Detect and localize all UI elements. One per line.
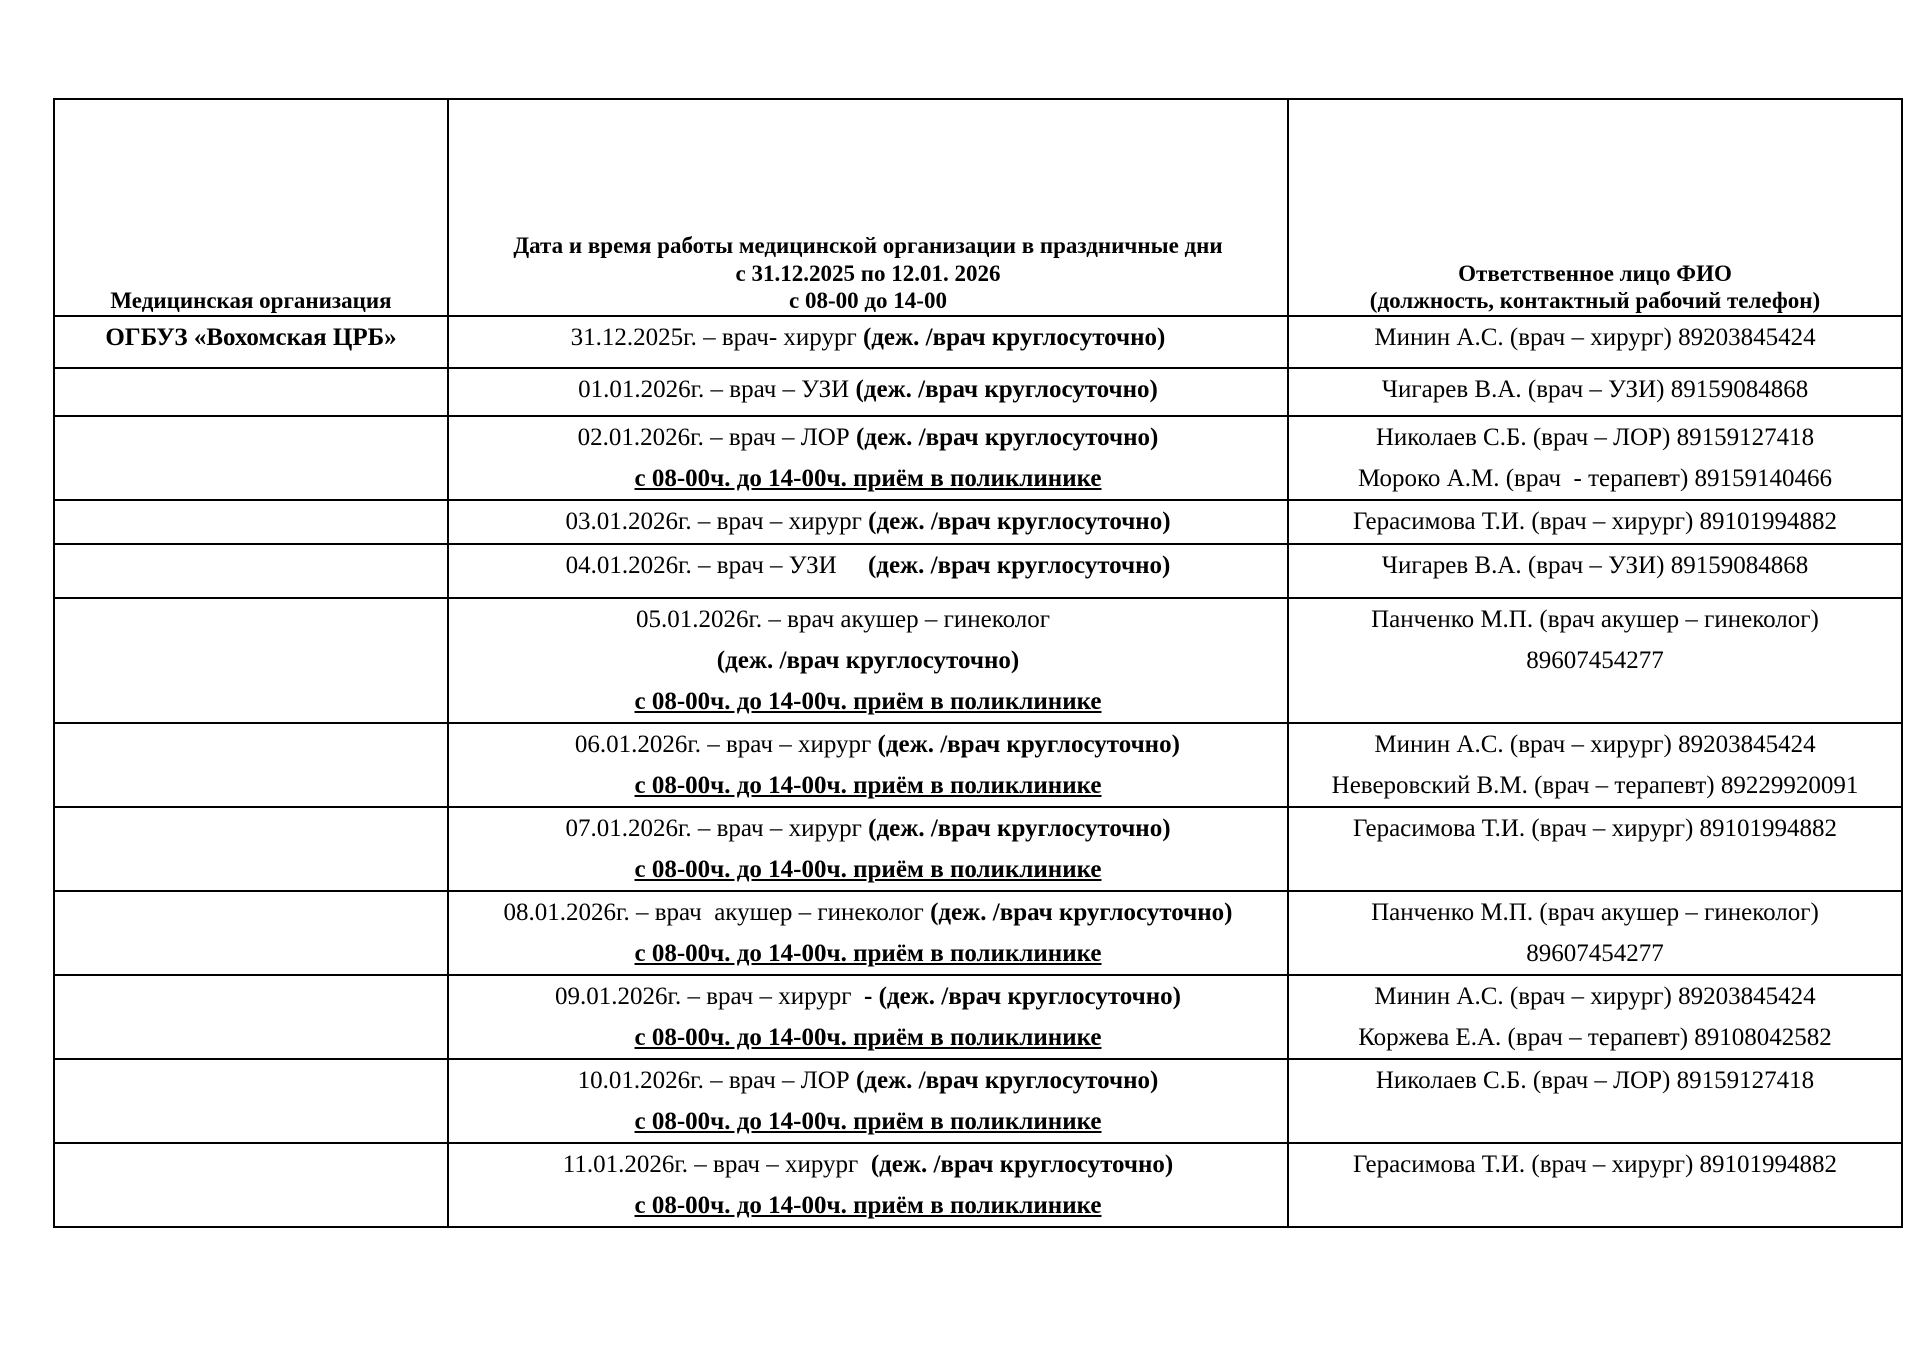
responsible-cell [1288,500,1902,544]
table-row [54,723,1902,807]
schedule-cell [448,598,1288,723]
header-schedule [448,99,1288,316]
table-header-row [54,99,1902,316]
organization-name [63,369,439,410]
header-schedule-line: с 31.12.2025 по 12.01. 2026 [735,260,1001,286]
organization-name [63,545,439,586]
organization-name [63,976,439,1017]
responsible-cell [1288,368,1902,416]
organization-name [63,1060,439,1101]
organization-cell [54,500,448,544]
schedule-date-doctor: 04.01.2026г. – врач – УЗИ [565,552,868,579]
responsible-contact: Панченко М.П. (врач акушер – гинеколог) [1371,606,1819,633]
organization-cell [54,1059,448,1143]
clinic-hours-note: с 08-00ч. до 14-00ч. приём в поликлинике [634,688,1102,715]
responsible-contact: Герасимова Т.И. (врач – хирург) 89101994882 [1352,815,1838,842]
responsible-contact: Чигарев В.А. (врач – УЗИ) 89159084868 [1381,552,1809,579]
schedule-line [457,849,1279,890]
organization-cell [54,807,448,891]
duty-note: (деж. /врач круглосуточно) [930,899,1233,926]
duty-note: (деж. /врач круглосуточно) [867,552,1171,579]
table-row [54,368,1902,416]
table-row [54,316,1902,368]
organization-cell [54,1143,448,1227]
schedule-date-doctor: 08.01.2026г. – врач акушер – гинеколог [503,899,931,926]
header-organization-text: Медицинская организация [110,288,392,314]
clinic-hours-note: с 08-00ч. до 14-00ч. приём в поликлинике [634,772,1102,799]
schedule-date-doctor: 06.01.2026г. – врач – хирург [556,731,878,758]
schedule-line [457,1144,1279,1185]
responsible-cell [1288,316,1902,368]
schedule-line [457,892,1279,933]
schedule-date-doctor: 10.01.2026г. – врач – ЛОР [577,1067,856,1094]
schedule-line [457,976,1279,1017]
table-row [54,544,1902,598]
responsible-cell [1288,723,1902,807]
schedule-date-doctor: 03.01.2026г. – врач – хирург [565,508,869,535]
schedule-cell [448,500,1288,544]
responsible-contact: Николаев С.Б. (врач – ЛОР) 89159127418 [1375,424,1815,451]
schedule-line [457,458,1279,499]
table-row [54,500,1902,544]
responsible-cell [1288,544,1902,598]
schedule-line [457,1060,1279,1101]
duty-note: (деж. /врач круглосуточно) [870,1151,1174,1178]
schedule-cell [448,723,1288,807]
responsible-cell [1288,1059,1902,1143]
responsible-cell [1288,598,1902,723]
schedule-cell [448,975,1288,1059]
responsible-contact: Неверовский В.М. (врач – терапевт) 89229920091 [1331,772,1859,799]
clinic-hours-note: с 08-00ч. до 14-00ч. приём в поликлинике [634,940,1102,967]
organization-cell [54,316,448,368]
organization-name: ОГБУЗ «Вохомская ЦРБ» [105,324,397,351]
organization-name [63,1144,439,1185]
responsible-contact: Герасимова Т.И. (врач – хирург) 89101994882 [1352,1151,1838,1178]
table-row [54,1143,1902,1227]
clinic-hours-note: с 08-00ч. до 14-00ч. приём в поликлинике [634,856,1102,883]
schedule-line [457,545,1279,586]
schedule-cell [448,1059,1288,1143]
schedule-line [457,417,1279,458]
duty-note: (деж. /врач круглосуточно) [862,324,1166,351]
organization-cell [54,891,448,975]
responsible-cell [1288,975,1902,1059]
organization-cell [54,416,448,500]
duty-note: (деж. /врач круглосуточно) [868,815,1171,842]
organization-cell [54,368,448,416]
schedule-date-doctor: 11.01.2026г. – врач – хирург [562,1151,871,1178]
schedule-line [457,369,1279,410]
organization-name [63,808,439,849]
clinic-hours-note: с 08-00ч. до 14-00ч. приём в поликлинике [634,1108,1102,1135]
schedule-cell [448,368,1288,416]
header-organization [54,99,448,316]
duty-note: (деж. /врач круглосуточно) [868,508,1171,535]
clinic-hours-note: с 08-00ч. до 14-00ч. приём в поликлинике [634,1192,1102,1219]
schedule-date-doctor: 31.12.2025г. – врач- хирург [570,324,863,351]
header-schedule-line: с 08-00 до 14-00 [789,288,947,314]
responsible-contact: Мороко А.М. (врач - терапевт) 89159140466 [1357,465,1833,492]
schedule-line [457,599,1279,640]
schedule-date-doctor: 09.01.2026г. – врач – хирург [555,983,864,1010]
responsible-contact: Чигарев В.А. (врач – УЗИ) 89159084868 [1381,376,1809,403]
header-responsible [1288,99,1902,316]
schedule-cell [448,1143,1288,1227]
organization-cell [54,544,448,598]
duty-note: (деж. /врач круглосуточно) [855,376,1158,403]
organization-name [63,599,439,640]
organization-cell [54,723,448,807]
table-body [54,316,1902,1227]
duty-note: (деж. /врач круглосуточно) [716,647,1020,674]
responsible-contact: 89607454277 [1526,647,1664,674]
table-row [54,891,1902,975]
schedule-line [457,501,1279,542]
table-row [54,1059,1902,1143]
schedule-line [457,640,1279,681]
schedule-line [457,1017,1279,1058]
organization-cell [54,975,448,1059]
header-schedule-line: Дата и время работы медицинской организации в праздничные дни [513,233,1223,259]
duty-note: (деж. /врач круглосуточно) [855,424,1159,451]
responsible-contact: Панченко М.П. (врач акушер – гинеколог) [1371,899,1819,926]
schedule-date-doctor: 05.01.2026г. – врач акушер – гинеколог [635,606,1101,633]
schedule-line [457,1185,1279,1226]
responsible-cell [1288,891,1902,975]
responsible-cell [1288,1143,1902,1227]
header-responsible-line: Ответственное лицо ФИО [1458,260,1732,286]
responsible-contact: Герасимова Т.И. (врач – хирург) 89101994882 [1352,508,1838,535]
schedule-line [457,317,1279,358]
schedule-line [457,1101,1279,1142]
responsible-contact: Минин А.С. (врач – хирург) 89203845424 [1374,324,1816,351]
responsible-contact: Николаев С.Б. (врач – ЛОР) 89159127418 [1375,1067,1815,1094]
schedule-line [457,808,1279,849]
duty-note: (деж. /врач круглосуточно) [855,1067,1159,1094]
clinic-hours-note: с 08-00ч. до 14-00ч. приём в поликлинике [634,465,1102,492]
schedule-cell [448,416,1288,500]
duty-note: - (деж. /врач круглосуточно) [864,983,1181,1010]
schedule-line [457,765,1279,806]
responsible-cell [1288,416,1902,500]
schedule-cell [448,891,1288,975]
table-row [54,598,1902,723]
organization-name [63,892,439,933]
header-responsible-line: (должность, контактный рабочий телефон) [1369,288,1821,314]
schedule-line [457,724,1279,765]
responsible-contact: Коржева Е.А. (врач – терапевт) 89108042582 [1358,1024,1832,1051]
organization-cell [54,598,448,723]
schedule-line [457,933,1279,974]
schedule-date-doctor: 07.01.2026г. – врач – хирург [565,815,869,842]
responsible-contact: Минин А.С. (врач – хирург) 89203845424 [1374,731,1816,758]
schedule-date-doctor: 01.01.2026г. – врач – УЗИ [578,376,856,403]
schedule-cell [448,316,1288,368]
duty-note: (деж. /врач круглосуточно) [877,731,1180,758]
table-row [54,807,1902,891]
responsible-contact: Минин А.С. (врач – хирург) 89203845424 [1374,983,1816,1010]
schedule-cell [448,544,1288,598]
responsible-cell [1288,807,1902,891]
organization-name [63,417,439,458]
schedule-cell [448,807,1288,891]
table-row [54,416,1902,500]
holiday-schedule-table [53,98,1903,1228]
table-row [54,975,1902,1059]
schedule-date-doctor: 02.01.2026г. – врач – ЛОР [577,424,856,451]
clinic-hours-note: с 08-00ч. до 14-00ч. приём в поликлинике [634,1024,1102,1051]
responsible-contact: 89607454277 [1526,940,1664,967]
organization-name [63,501,439,542]
schedule-line [457,681,1279,722]
organization-name [63,724,439,765]
